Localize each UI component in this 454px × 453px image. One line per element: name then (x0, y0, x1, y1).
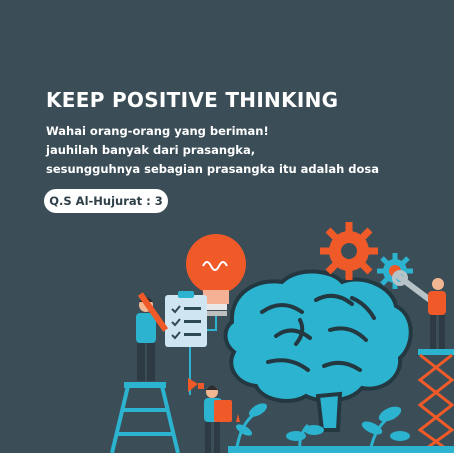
brain-icon (226, 271, 411, 430)
plant-icon (360, 403, 410, 453)
poster-title: KEEP POSITIVE THINKING (46, 88, 339, 112)
verse-line: sesungguhnya sebagian prasangka itu adalah dosa (46, 162, 380, 176)
verse-line: jauhilah banyak dari prasangka, (46, 143, 256, 157)
plant-icon (234, 401, 269, 453)
megaphone-icon (188, 378, 204, 392)
ladder-icon (418, 349, 454, 453)
person-icon (428, 278, 446, 349)
ground (228, 446, 454, 453)
ladder-icon (112, 382, 178, 453)
verse-reference-badge: Q.S Al-Hujurat : 3 (44, 189, 168, 213)
clipboard-icon (214, 400, 232, 422)
gear-icon (320, 222, 378, 280)
wrench-icon (394, 272, 430, 300)
clipboard-icon (165, 291, 207, 347)
verse-line: Wahai orang-orang yang beriman! (46, 124, 269, 138)
person-icon (136, 292, 168, 381)
